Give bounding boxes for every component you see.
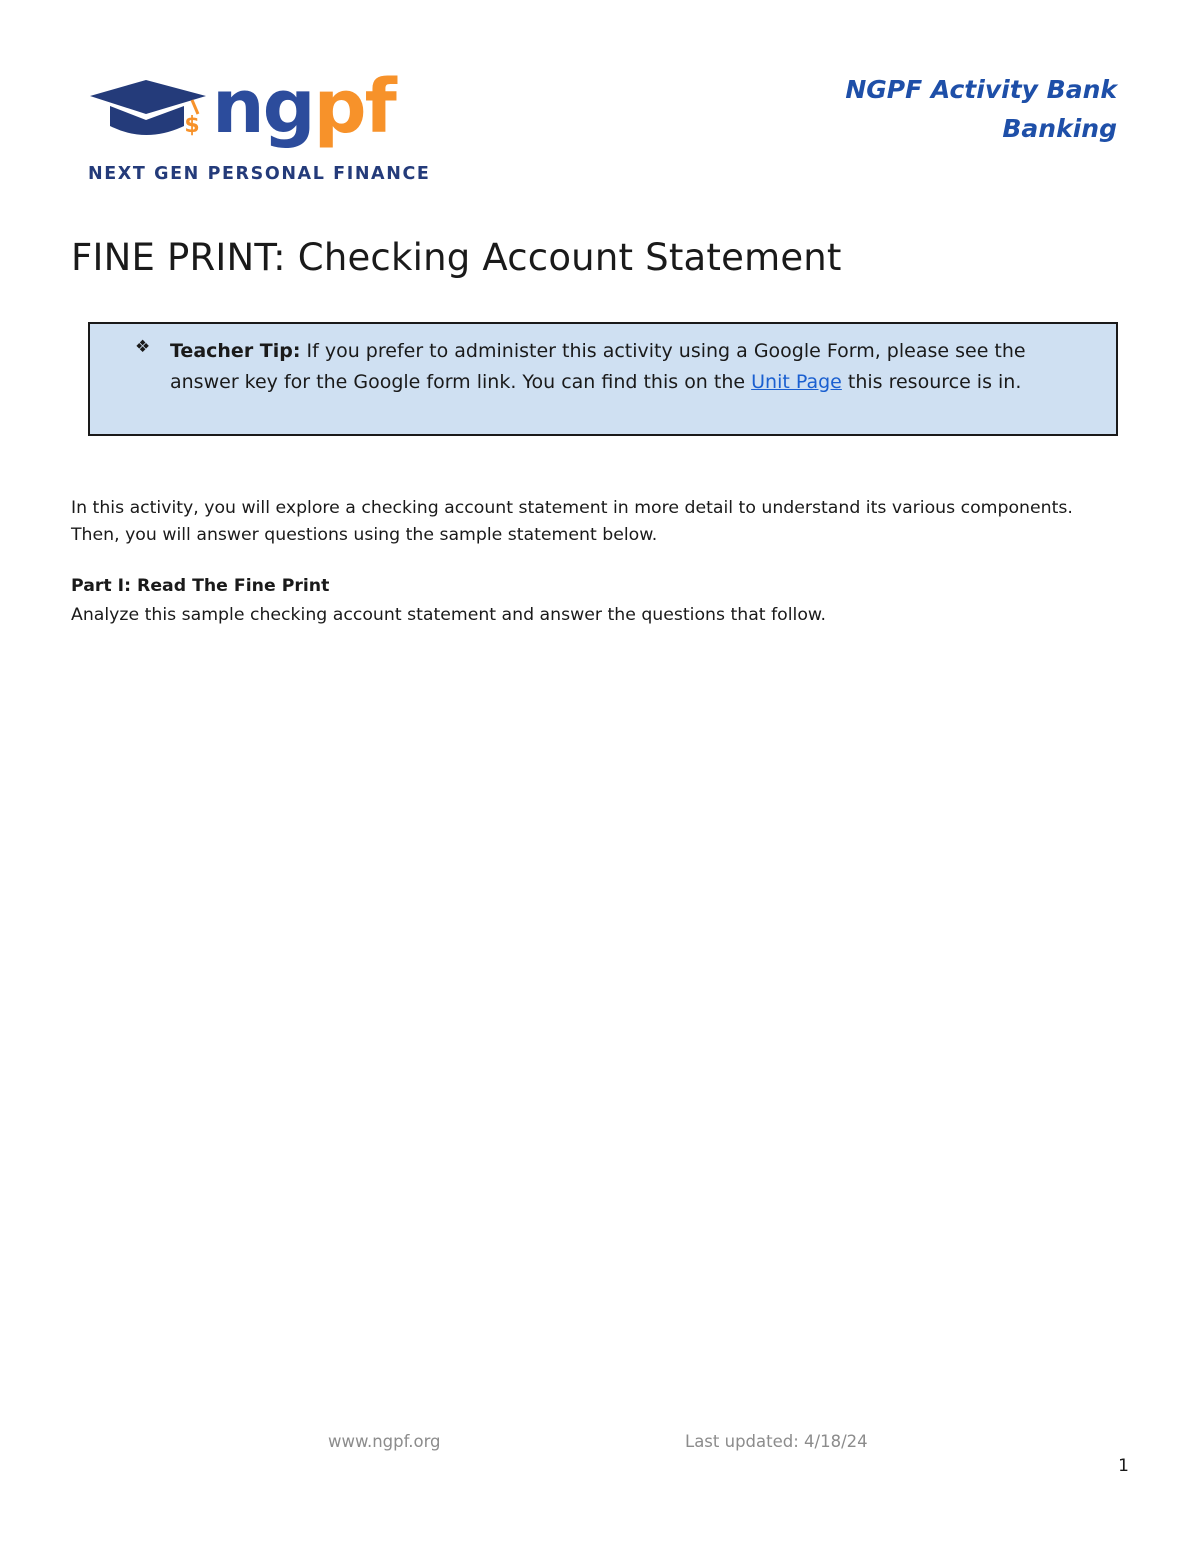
dollar-symbol: $ — [184, 113, 200, 138]
activity-bank-label: NGPF Activity Bank — [845, 75, 1117, 104]
teacher-tip-text — [170, 336, 1100, 397]
ngpf-logo — [88, 66, 431, 190]
page-number: 1 — [1118, 1456, 1129, 1476]
graduation-cap-icon — [88, 66, 428, 162]
teacher-tip-label: Teacher Tip: — [170, 340, 301, 362]
unit-page-link[interactable]: Unit Page — [751, 370, 842, 393]
page-title: FINE PRINT: Checking Account Statement — [71, 236, 842, 279]
teacher-tip-body-end: this resource is in. — [841, 370, 1022, 393]
logo-tagline: NEXT GEN PERSONAL FINANCE — [88, 164, 431, 184]
diamond-bullet-icon: ❖ — [135, 337, 151, 357]
unit-label: Banking — [1002, 114, 1117, 143]
teacher-tip-box — [88, 322, 1118, 436]
footer-last-updated: Last updated: 4/18/24 — [685, 1432, 868, 1451]
teacher-tip-body: If you prefer to administer this activity using a Google Form, please see the answer key for the Google form link. You can find this on the — [170, 340, 1026, 393]
logo-wordmark: ngpf — [212, 66, 395, 150]
part-1-heading: Part I: Read The Fine Print — [71, 576, 330, 596]
intro-paragraph: In this activity, you will explore a checking account statement in more detail to understand its various components. Then, you will answer questions using the sample statement below. — [71, 498, 1073, 545]
header-labels — [845, 70, 1117, 148]
footer-url: www.ngpf.org — [328, 1432, 441, 1451]
part-1-description: Analyze this sample checking account statement and answer the questions that follow. — [71, 605, 826, 625]
